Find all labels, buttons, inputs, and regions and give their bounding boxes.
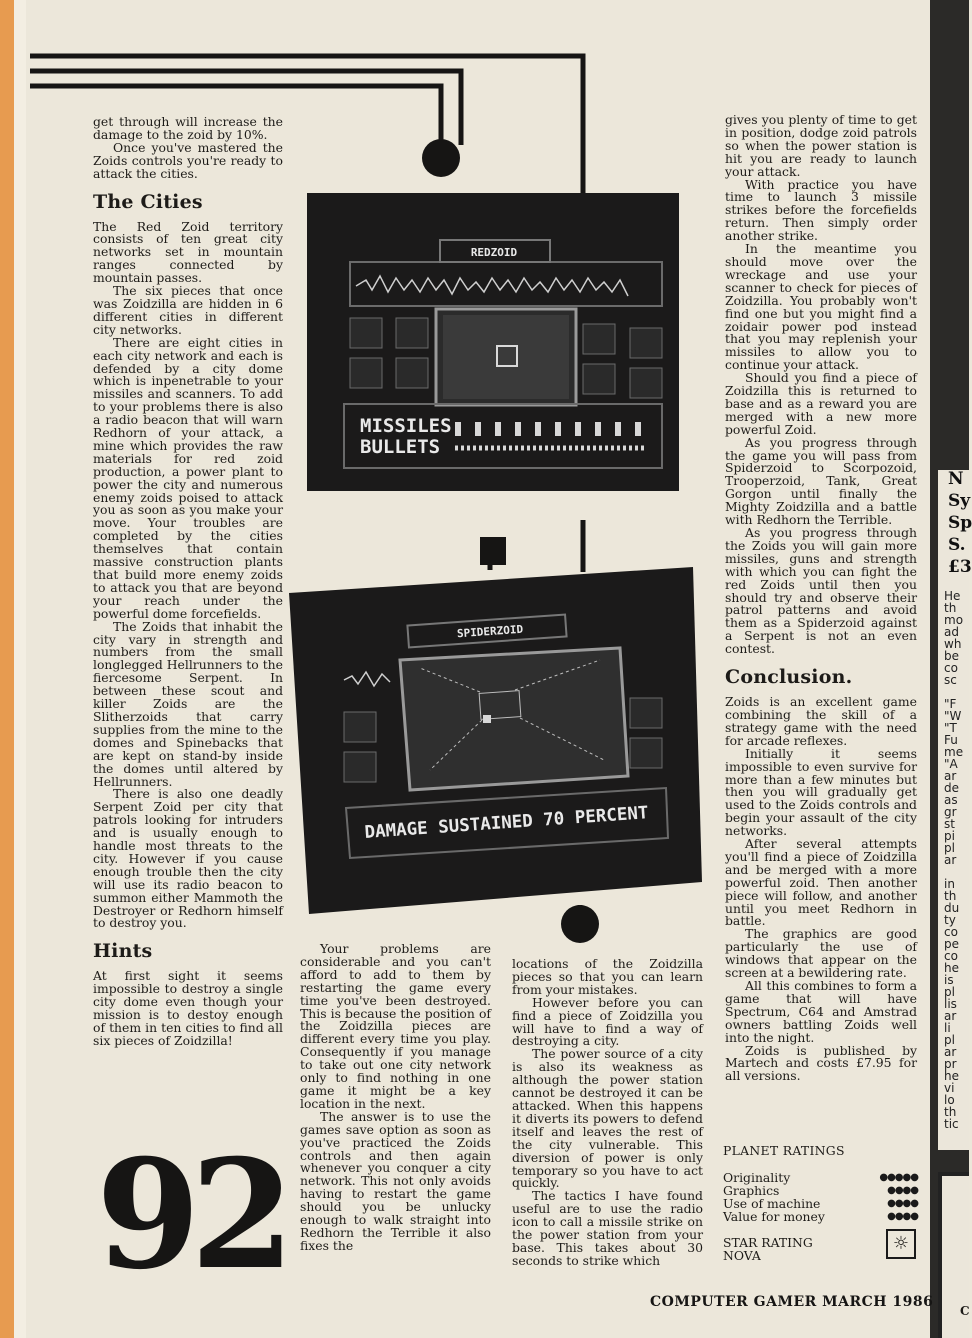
article-column-4 [725,114,917,1083]
nova-star-icon: ☼ [886,1229,916,1259]
paragraph: locations of the Zoidzilla pieces so that you can learn from your mistakes. [512,956,703,997]
planet-ratings [723,1145,918,1263]
paragraph: As you progress through the Zoids you will gain more missiles, guns and strength with which you can fight the red Zoids until then you should try and observe their patrol patterns and avoid them as a Spiderzoid against a Serpent is not an even contest. [725,525,917,657]
paragraph: gives you plenty of time to get in position, dodge zoid patrols so when the power station is hit you are ready to launch your attack. [725,112,917,179]
article-column-3 [512,958,703,1268]
paragraph: get through will increase the damage to the zoid by 10%. [93,114,283,142]
game-screenshot-spiderzoid [289,567,702,914]
star-rating-label: STAR RATING [723,1235,813,1251]
rating-row [723,1208,918,1224]
section-heading-conclusion: Conclusion. [725,666,853,689]
paragraph: The graphics are good particularly the use of windows that appear on the screen at a bewildering rate. [725,926,917,981]
paragraph: All this combines to form a game that will have Spectrum, C64 and Amstrad owners battling Zoids well into the night. [725,978,917,1045]
section-heading-cities: The Cities [93,190,203,213]
next-page-title: N Sy Sp S. £3 [948,469,972,577]
paragraph: Zoids is published by Martech and costs £7.95 for all versions. [725,1042,917,1084]
next-page-footer-fragment: C [960,1304,970,1318]
paragraph: The tactics I have found useful are to use the radio icon to call a missile strike on the power station from your base. This takes about 30 seconds to strike which [512,1188,703,1268]
next-page-text: He th mo ad wh be co sc "F "W "T Fu me "A ar de as gr st pi pl ar in th du ty co pe co he is pl lis ar li pl ar pr he vi lo th tic [944,589,964,1131]
rating-label: Use of machine [723,1195,821,1211]
paragraph: There is also one deadly Serpent Zoid per city that patrols looking for intruders and is usually enough to handle most threats to the city. However if you cause enough trouble then the city will use its radio beacon to summon either Mammoth the Destroyer or Redhorn himself to destroy you. [93,786,283,931]
paragraph: The six pieces that once was Zoidzilla are hidden in 6 different cities in different city networks. [93,283,283,337]
paragraph: Initially it seems impossible to even survive for more than a few minutes but then you will gradually get used to the Zoids controls and begin your assault of the city networks. [725,745,917,839]
paragraph: The answer is to use the games save option as soon as you've practiced the Zoids controls and then again whenever you conquer a city network. This not only avoids having to restart the game should you be unlucky enough to walk straight into Redhorn the Terrible it also fixes the [300,1108,491,1253]
rating-label: Value for money [723,1208,825,1224]
article-column-1 [93,116,283,1048]
paragraph: As you progress through the game you will pass from Spiderzoid to Scorpozoid, Trooperzoid, Tank, Great Gorgon until finally the Mighty Zoidzilla and a battle with Redhorn the Terrible. [725,434,917,528]
page-number: 92 [96,1127,285,1303]
paragraph: Should you find a piece of Zoidzilla this is returned to base and as a reward you are merged with a new more powerful Zoid. [725,370,917,437]
paragraph: With practice you have time to launch 3 missile strikes before the forcefields return. Then simply order another strike. [725,176,917,244]
star-rating [723,1233,918,1264]
paragraph: Once you've mastered the Zoids controls you're ready to attack the cities. [93,139,283,181]
rating-stars: ●●●●● [879,1171,918,1183]
paragraph: There are eight cities in each city network and each is defended by a city dome which is inpenetrable to your missiles and scanners. To add to your problems there is also a radio beacon that will warn Redhorn of your attack, a mine which provides the raw materials for red zoid production, a power plant to power the city and numerous enemy zoids poised to attack you as soon as you make your move. Your troubles are completed by the cities themselves that contain massive construction plants that build more enemy zoids to attack you that are beyond your reach under the powerful dome forcefields. [93,334,283,621]
ratings-heading: PLANET RATINGS [723,1143,845,1158]
screen1-bullets-label: BULLETS [360,436,441,458]
rating-stars: ●●●● [887,1184,918,1196]
article-column-2 [300,943,491,1253]
rating-stars: ●●●● [887,1197,918,1209]
screen1-title: REDZOID [470,246,518,259]
paragraph: After several attempts you'll find a piece of Zoidzilla and be merged with a more powerful zoid. Then another piece will follow, and another until you meet Redhorn in battle. [725,836,917,929]
paragraph: However before you can find a piece of Zoidzilla you will have to find a way of destroying a city. [512,994,703,1049]
game-screenshot-redzoid [307,193,679,491]
paragraph: The Zoids that inhabit the city vary in strength and numbers from the small longlegged Hellrunners to the fiercesome Serpent. In between these scout and killer Zoids are the Slitherzoids that carry supplies from the mine to the domes and Spinebacks that are kept on stand-by inside the domes until altered by Hellrunners. [93,618,283,789]
paragraph: The Red Zoid territory consists of ten great city networks set in mountain ranges connected by mountain passes. [93,218,283,286]
paragraph: At first sight it seems impossible to destroy a single city dome even though your mission is to destoy enough of them in ten cities to find all six pieces of Zoidzilla! [93,968,283,1048]
screen2-status: DAMAGE SUSTAINED 70 PERCENT [363,803,650,843]
rating-stars: ●●●● [887,1210,918,1222]
screen1-missiles-label: MISSILES [360,415,452,437]
paragraph: Your problems are considerable and you can't afford to add to them by restarting the game every time you've been destroyed. This is because the position of the Zoidzilla pieces are different every time you play. Consequently if you manage to take out one city network only to find nothing in one game it might be a key location in the next. [300,941,491,1111]
magazine-footer: COMPUTER GAMER MARCH 1986 [650,1294,934,1310]
section-heading-hints: Hints [93,940,153,963]
paragraph: The power source of a city is also its weakness as although the power station cannot be destroyed it can be attacked. When this happens it diverts its powers to defend itself and leaves the rest of the city vulnerable. This diversion of power is only temporary so you have to act quickly. [512,1046,703,1191]
rating-label: Originality [723,1169,791,1185]
star-rating-value: NOVA [723,1248,761,1264]
screen2-title: SPIDERZOID [456,622,524,641]
paragraph: Zoids is an excellent game combining the skill of a strategy game with the need for arcade reflexes. [725,694,917,748]
rating-label: Graphics [723,1182,780,1198]
paragraph: In the meantime you should move over the wreckage and use your scanner to check for pieces of Zoidzilla. You probably won't find one but you might find a zoidair power pod instead that you may replenish your missiles to allow you to continue your attack. [725,241,917,373]
